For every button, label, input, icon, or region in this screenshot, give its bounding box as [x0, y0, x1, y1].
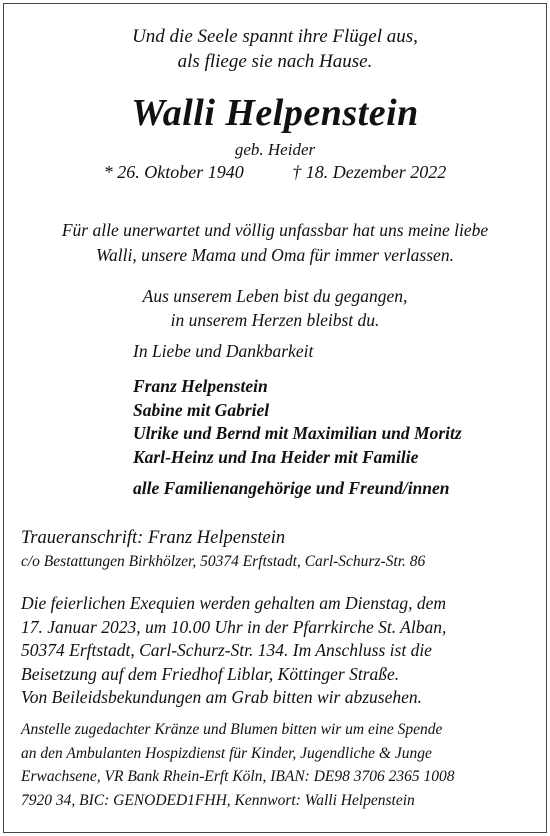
motto-line: Und die Seele spannt ihre Flügel aus,: [132, 26, 418, 47]
donation-line: an den Ambulanten Hospizdienst für Kinder, Jugendliche & Junge: [21, 744, 432, 762]
birth-name: geb. Heider: [234, 140, 316, 159]
intro-line: Für alle unerwartet und völlig unfassbar hat uns meine liebe: [61, 220, 489, 240]
donation-line: 7920 34, BIC: GENODED1FHH, Kennwort: Walli Helpenstein: [21, 791, 415, 809]
donation-text: [21, 718, 531, 812]
poem: [0, 284, 550, 332]
intro-line: Walli, unsere Mama und Oma für immer verlassen.: [96, 245, 454, 265]
birth-date: * 26. Oktober 1940: [103, 162, 244, 182]
family-member: Sabine mit Gabriel: [133, 399, 270, 420]
family-member: Karl-Heinz und Ina Heider mit Familie: [133, 446, 419, 467]
exequien-line: Beisetzung auf dem Friedhof Liblar, Köttinger Straße.: [21, 663, 400, 684]
exequien-text: [21, 592, 531, 710]
family-member: Ulrike und Bernd mit Maximilian und Moritz: [133, 423, 462, 443]
poem-line: Aus unserem Leben bist du gegangen,: [142, 286, 408, 306]
address-heading: Traueranschrift: Franz Helpenstein: [21, 528, 286, 548]
intro-text: [0, 218, 550, 268]
family-member: Franz Helpenstein: [133, 376, 268, 396]
motto: [0, 24, 550, 74]
life-dates: [0, 162, 550, 183]
poem-line: in unserem Herzen bleibst du.: [170, 310, 380, 330]
deceased-name: Walli Helpenstein: [131, 92, 419, 134]
donation-line: Erwachsene, VR Bank Rhein-Erft Köln, IBAN: DE98 3706 2365 1008: [21, 768, 455, 785]
exequien-line: 50374 Erftstadt, Carl-Schurz-Str. 134. Im Anschluss ist die: [21, 640, 432, 660]
exequien-line: Von Beileidsbekundungen am Grab bitten wir abzusehen.: [21, 687, 422, 707]
family-list: [133, 375, 462, 501]
donation-line: Anstelle zugedachter Kränze und Blumen bitten wir um eine Spende: [21, 721, 443, 738]
family-member: alle Familienangehörige und Freund/innen: [133, 478, 450, 498]
exequien-line: Die feierlichen Exequien werden gehalten am Dienstag, dem: [21, 593, 447, 613]
love-line: In Liebe und Dankbarkeit: [133, 341, 314, 361]
address: c/o Bestattungen Birkhölzer, 50374 Erftstadt, Carl-Schurz-Str. 86: [21, 553, 426, 570]
motto-line: als fliege sie nach Hause.: [177, 51, 373, 72]
exequien-line: 17. Januar 2023, um 10.00 Uhr in der Pfarrkirche St. Alban,: [21, 616, 447, 637]
death-date: † 18. Dezember 2022: [292, 162, 447, 182]
